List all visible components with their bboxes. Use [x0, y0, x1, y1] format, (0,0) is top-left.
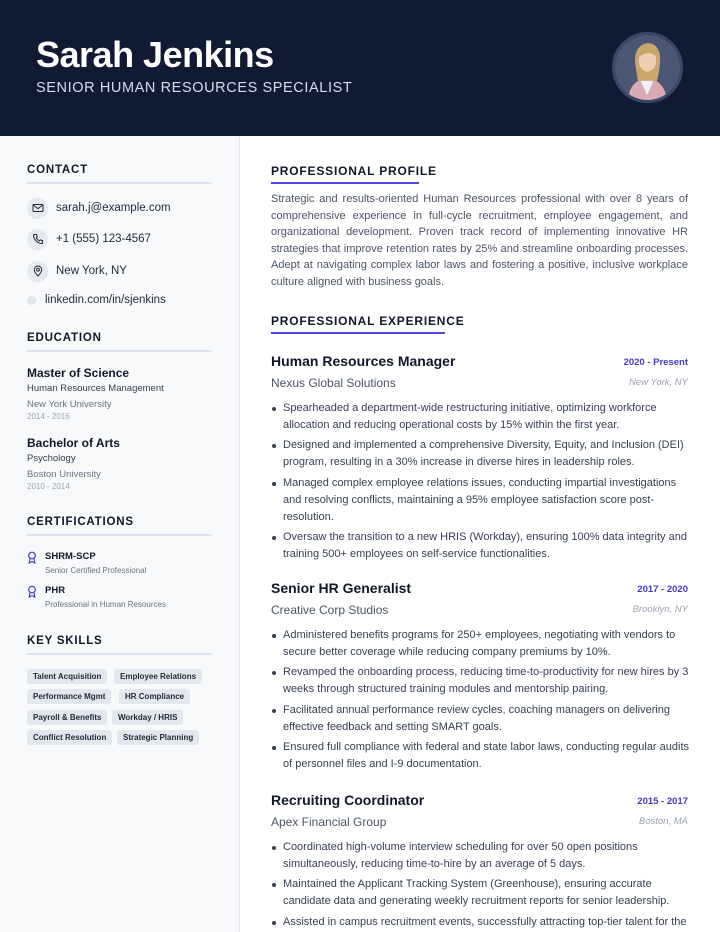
education-heading: EDUCATION — [27, 332, 102, 344]
resume-header — [0, 0, 720, 136]
skill-tag: HR Compliance — [119, 689, 190, 704]
map-pin-icon — [27, 261, 48, 282]
contact-email[interactable]: sarah.j@example.com — [56, 202, 171, 214]
certification-name: SHRM-SCP — [45, 551, 96, 562]
education-degree: Bachelor of Arts — [27, 436, 120, 450]
award-ribbon-icon — [27, 585, 37, 598]
contact-email-row[interactable] — [27, 197, 171, 219]
award-ribbon-icon — [27, 551, 37, 564]
education-field: Psychology — [27, 453, 76, 464]
contact-location: New York, NY — [56, 265, 127, 277]
job-company: Creative Corp Studios — [271, 603, 389, 617]
achievement-item: Ensured full compliance with federal and state labor laws, conducting regular audits of personnel files and I-9 documentation. — [271, 739, 689, 773]
profile-heading-underline — [271, 182, 419, 184]
skill-tag: Workday / HRIS — [112, 710, 183, 725]
achievement-item: Administered benefits programs for 250+ employees, negotiating with vendors to secure better coverage while reducing company premiums by 10%. — [271, 627, 689, 661]
achievement-item: Maintained the Applicant Tracking System (Greenhouse), ensuring accurate candidate data and generating weekly recruitment reports for senior leadership. — [271, 876, 689, 910]
job-title: Human Resources Manager — [271, 353, 456, 369]
contact-heading: CONTACT — [27, 164, 88, 176]
skills-divider — [27, 653, 212, 655]
education-degree: Master of Science — [27, 366, 130, 380]
contact-linkedin[interactable]: linkedin.com/in/sjenkins — [45, 294, 166, 306]
job-location: New York, NY — [629, 377, 688, 388]
achievement-item: Revamped the onboarding process, reducing time-to-productivity for new hires by 3 weeks through structured training modules and mentorship pairing. — [271, 664, 689, 698]
candidate-title: SENIOR HUMAN RESOURCES SPECIALIST — [36, 80, 353, 96]
job-location: Brooklyn, NY — [632, 604, 688, 615]
job-achievements — [271, 400, 689, 567]
education-divider — [27, 350, 212, 352]
profile-summary: Strategic and results-oriented Human Resources professional with over 8 years of comprehensive experience in full-cycle recruitment, employee engagement, and organizational development. Proven track record of implementing innovative HR strategies that improve retention rates by 25% and streamline onboarding processes. Adept at navigating complex labor laws and fostering a positive, inclusive workplace culture aligned with business goals. — [271, 193, 688, 288]
achievement-item: Designed and implemented a comprehensive Diversity, Equity, and Inclusion (DEI) program, resulting in a 30% increase in diverse hires in leadership roles. — [271, 437, 689, 471]
job-achievements — [271, 839, 689, 932]
candidate-name: Sarah Jenkins — [36, 34, 274, 75]
profile-heading: PROFESSIONAL PROFILE — [271, 164, 437, 178]
certification-desc: Professional in Human Resources — [45, 600, 166, 609]
job-title: Senior HR Generalist — [271, 580, 412, 596]
contact-phone[interactable]: +1 (555) 123-4567 — [56, 233, 151, 245]
portrait-photo — [615, 35, 680, 100]
linkedin-icon — [27, 296, 36, 305]
phone-icon — [27, 229, 48, 250]
job-dates: 2015 - 2017 — [637, 796, 688, 807]
achievement-item: Assisted in campus recruitment events, successfully attracting top-tier talent for the — [271, 914, 689, 931]
achievement-item: Oversaw the transition to a new HRIS (Workday), ensuring 100% data integrity and training 500+ employees on self-service functionalities. — [271, 529, 689, 563]
certification-desc: Senior Certified Professional — [45, 566, 147, 575]
job-location: Boston, MA — [638, 816, 688, 827]
achievement-item: Facilitated annual performance review cycles, coaching managers on delivering effective feedback and setting SMART goals. — [271, 702, 689, 736]
achievement-item: Coordinated high-volume interview scheduling for over 50 open positions simultaneously, reducing time-to-hire by an average of 5 days. — [271, 839, 689, 873]
achievement-item: Managed complex employee relations issues, conducting impartial investigations and resolving conflicts, maintaining a 95% employee satisfaction score post-resolution. — [271, 475, 689, 525]
job-company: Apex Financial Group — [271, 815, 387, 829]
envelope-icon — [27, 198, 48, 219]
experience-heading-underline — [271, 332, 445, 334]
certification-name: PHR — [45, 585, 66, 596]
certifications-divider — [27, 534, 212, 536]
contact-phone-row[interactable] — [27, 228, 151, 250]
contact-location-row — [27, 260, 127, 282]
job-dates: 2017 - 2020 — [637, 584, 688, 595]
job-achievements — [271, 627, 689, 777]
achievement-item: Spearheaded a department-wide restructuring initiative, optimizing workforce allocation and reducing operational costs by 15% within the first year. — [271, 400, 689, 434]
job-title: Recruiting Coordinator — [271, 792, 425, 808]
education-years: 2010 - 2014 — [27, 482, 70, 491]
education-school: Boston University — [27, 469, 101, 480]
skill-tag: Performance Mgmt — [27, 689, 111, 704]
skills-heading: KEY SKILLS — [27, 635, 103, 647]
skill-tag: Payroll & Benefits — [27, 710, 107, 725]
avatar — [612, 32, 683, 103]
skill-tag: Conflict Resolution — [27, 730, 112, 745]
job-dates: 2020 - Present — [623, 357, 688, 368]
skill-tag: Strategic Planning — [117, 730, 199, 745]
education-years: 2014 - 2016 — [27, 412, 70, 421]
skill-tag: Employee Relations — [114, 669, 202, 684]
education-field: Human Resources Management — [27, 383, 164, 394]
experience-heading: PROFESSIONAL EXPERIENCE — [271, 314, 465, 328]
education-school: New York University — [27, 399, 112, 410]
contact-divider — [27, 182, 212, 184]
job-company: Nexus Global Solutions — [271, 376, 396, 390]
contact-linkedin-row[interactable] — [27, 289, 166, 311]
skill-tag: Talent Acquisition — [27, 669, 107, 684]
certifications-heading: CERTIFICATIONS — [27, 516, 134, 528]
